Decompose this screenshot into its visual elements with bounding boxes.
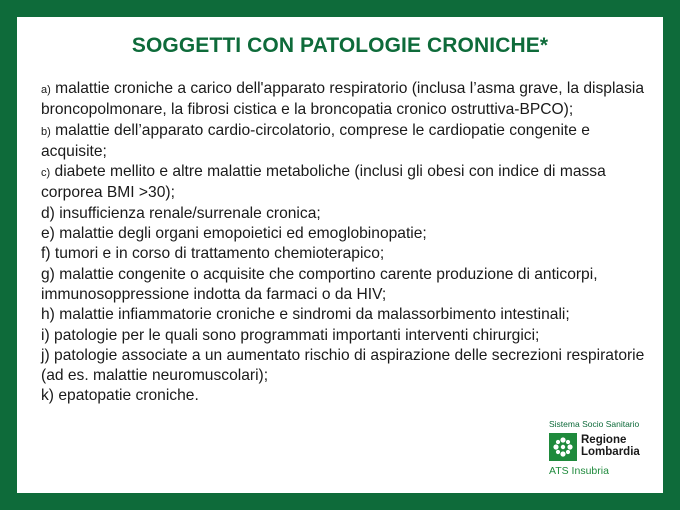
list-item-a: [41, 79, 649, 121]
list-marker: a): [41, 84, 51, 96]
list-item-text: epatopatie croniche.: [58, 387, 199, 405]
logo-name-line2: Lombardia: [581, 446, 640, 458]
list-item-text: malattie congenite o acquisite che comportino carente produzione di anticorpi, immunosoppressione indotta da farmaci o da HIV;: [41, 265, 598, 303]
list-item-k: [41, 386, 649, 406]
logo-name-line1: Regione: [581, 434, 627, 446]
list-marker: b): [41, 125, 51, 138]
list-marker: j): [41, 346, 50, 364]
list-item-text: insufficienza renale/surrenale cronica;: [59, 204, 321, 222]
list-item-text: diabete mellito e altre malattie metaboliche (inclusi gli obesi con indice di massa corporea BMI >30);: [41, 163, 606, 202]
list-item-text: malattie croniche a carico dell'apparato respiratorio (inclusa l’asma grave, la displasia broncopolmonare, la fibrosi cistica e la broncopatia cronico ostruttiva-BPCO);: [41, 80, 645, 119]
list-item-e: [41, 224, 649, 244]
regione-lombardia-logo: [547, 419, 662, 489]
list-item-h: [41, 305, 649, 325]
list-marker: i): [41, 326, 50, 344]
list-item-text: tumori e in corso di trattamento chemioterapico;: [54, 245, 385, 263]
list-item-c: [41, 162, 649, 204]
list-marker: e): [41, 225, 55, 243]
logo-region-name: [581, 434, 640, 458]
slide: [17, 17, 663, 493]
page-title: SOGGETTI CON PATOLOGIE CRONICHE*: [131, 34, 549, 57]
list-item-f: [41, 244, 649, 264]
list-marker: h): [41, 306, 55, 324]
list-item-text: malattie dell’apparato cardio-circolatorio, comprese le cardiopatie congenite e acquisite;: [41, 121, 590, 160]
list-marker: g): [41, 265, 55, 283]
regione-lombardia-rose-icon: [549, 433, 577, 461]
list-item-text: malattie degli organi emopoietici ed emoglobinopatie;: [59, 225, 427, 243]
list-item-g: [41, 265, 649, 306]
list-item-j: [41, 346, 649, 387]
list-item-text: malattie infiammatorie croniche e sindromi da malassorbimento intestinali;: [59, 306, 570, 324]
list-marker: c): [41, 167, 51, 180]
chronic-conditions-list: [41, 79, 649, 407]
logo-ats-label: ATS Insubria: [549, 465, 609, 477]
list-marker: f): [41, 245, 51, 263]
list-item-text: patologie associate a un aumentato rischio di aspirazione delle secrezioni respiratorie (ad es. malattie neuromuscolari);: [41, 346, 645, 385]
list-marker: k): [41, 387, 54, 405]
list-item-d: [41, 204, 649, 224]
list-item-i: [41, 326, 649, 346]
list-marker: d): [41, 204, 55, 222]
logo-system-label: Sistema Socio Sanitario: [549, 419, 640, 429]
list-item-b: [41, 121, 649, 163]
list-item-text: patologie per le quali sono programmati importanti interventi chirurgici;: [54, 326, 540, 344]
